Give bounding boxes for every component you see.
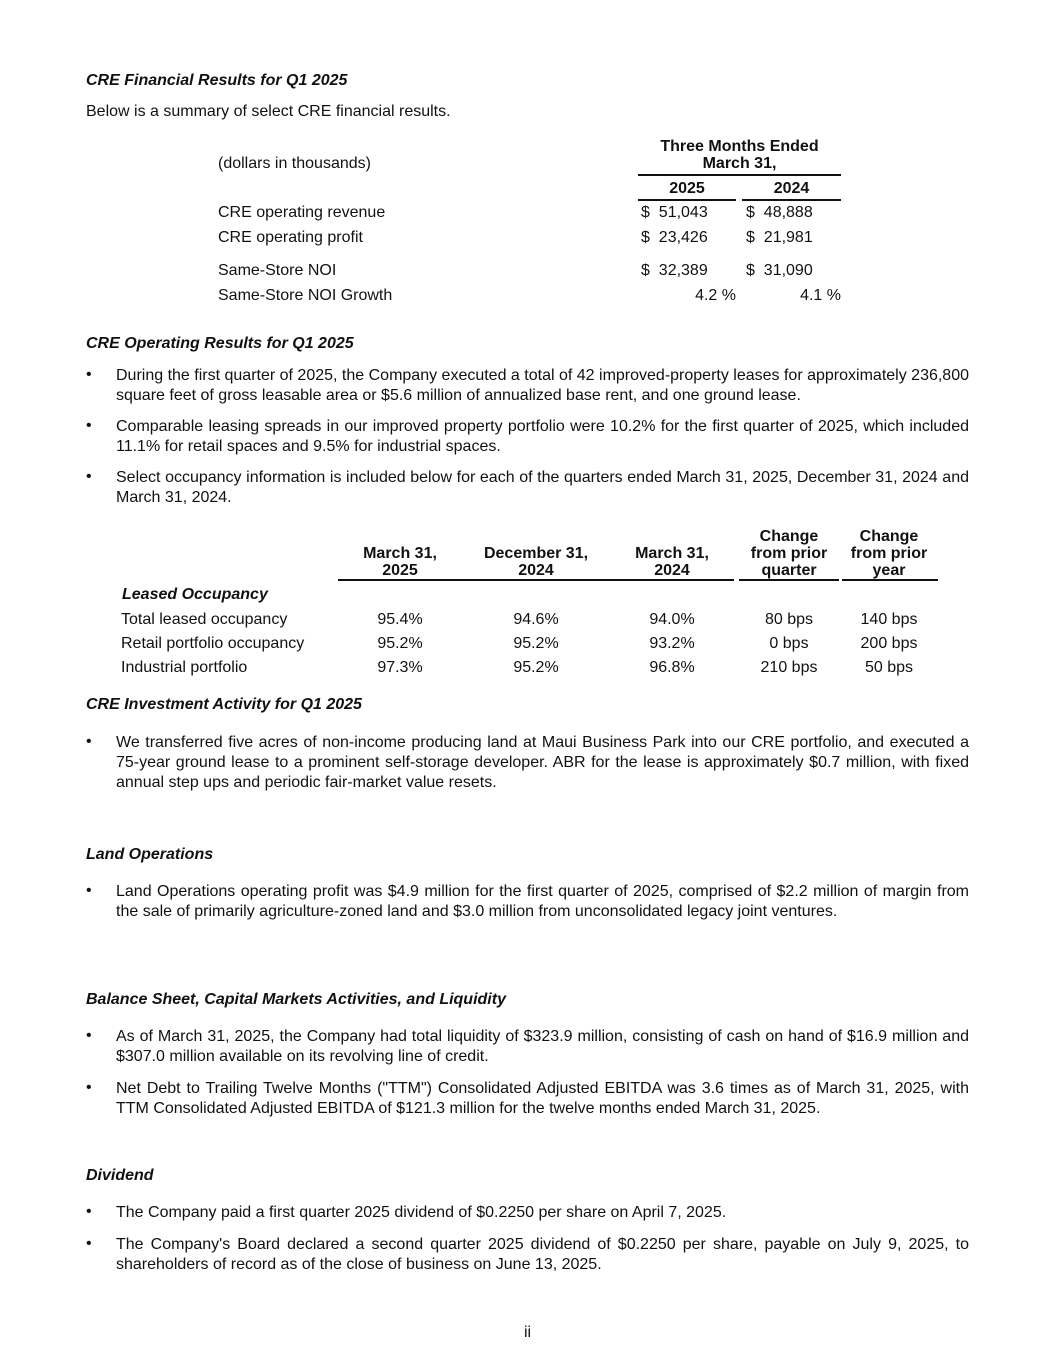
section-heading-cre-financial-results: CRE Financial Results for Q1 2025 bbox=[86, 72, 348, 89]
bullet-icon: • bbox=[86, 1079, 92, 1096]
col-header-change-quarter: Change from prior quarter bbox=[750, 528, 828, 579]
bullet-icon: • bbox=[86, 417, 92, 434]
list-item: • The Company's Board declared a second quarter 2025 dividend of $0.2250 per share, payable on July 9, 2025, to shareholders of record as of the close of business on June 13, 2025. bbox=[86, 1235, 969, 1273]
col-header-dec-2024: December 31, 2024 bbox=[483, 545, 589, 579]
col-header-mar-2024: March 31, 2024 bbox=[635, 545, 709, 579]
page-number: ii bbox=[523, 1324, 532, 1341]
bullet-icon: • bbox=[86, 1203, 92, 1220]
col-header-2024: 2024 bbox=[773, 180, 810, 197]
group-label-leased-occupancy: Leased Occupancy bbox=[122, 586, 268, 603]
col-rule-2024 bbox=[742, 199, 841, 201]
bullet-icon: • bbox=[86, 882, 92, 899]
list-item: • Net Debt to Trailing Twelve Months ("TTM") Consolidated Adjusted EBITDA was 3.6 times as of March 31, 2025, with TTM Consolidated Adjusted EBITDA of $121.3 million for the twelve months ended March 31, 2025. bbox=[86, 1079, 969, 1117]
bullet-icon: • bbox=[86, 1235, 92, 1252]
list-item: • Comparable leasing spreads in our improved property portfolio were 10.2% for the first quarter of 2025, which included 11.1% for retail spaces and 9.5% for industrial spaces. bbox=[86, 417, 969, 455]
list-item: • As of March 31, 2025, the Company had total liquidity of $323.9 million, consisting of cash on hand of $16.9 million and $307.0 million available on its revolving line of credit. bbox=[86, 1027, 969, 1065]
bullet-icon: • bbox=[86, 366, 92, 383]
period-header: Three Months Ended March 31, bbox=[660, 138, 819, 172]
header-rule-change-year bbox=[842, 579, 938, 581]
units-label: (dollars in thousands) bbox=[218, 155, 371, 172]
col-header-mar-2025: March 31, 2025 bbox=[363, 545, 437, 579]
section-heading-land-operations: Land Operations bbox=[86, 846, 214, 863]
list-item: • Land Operations operating profit was $4.9 million for the first quarter of 2025, comprised of $2.2 million of margin from the sale of primarily agriculture-zoned land and $3.0 million from unconsolidated legacy joint ventures. bbox=[86, 882, 969, 920]
col-header-2025: 2025 bbox=[669, 180, 705, 197]
header-rule-periods bbox=[338, 579, 734, 581]
section-heading-balance-sheet: Balance Sheet, Capital Markets Activities, and Liquidity bbox=[86, 991, 506, 1008]
col-header-change-year: Change from prior year bbox=[850, 528, 928, 579]
list-item: • The Company paid a first quarter 2025 dividend of $0.2250 per share on April 7, 2025. bbox=[86, 1203, 727, 1221]
col-rule-2025 bbox=[638, 199, 736, 201]
list-item: • During the first quarter of 2025, the Company executed a total of 42 improved-property leases for approximately 236,800 square feet of gross leasable area or $5.6 million of annualized base rent, and one ground lease. bbox=[86, 366, 969, 404]
list-item: • Select occupancy information is included below for each of the quarters ended March 31, 2025, December 31, 2024 and March 31, 2024. bbox=[86, 468, 969, 506]
header-rule bbox=[638, 174, 841, 176]
bullet-icon: • bbox=[86, 1027, 92, 1044]
list-item: • We transferred five acres of non-income producing land at Maui Business Park into our CRE portfolio, and executed a 75-year ground lease to a prominent self-storage developer. ABR for the lease is approximately $0.7 million, with fixed annual step ups and periodic fair-market value resets. bbox=[86, 733, 969, 791]
section-heading-cre-operating-results: CRE Operating Results for Q1 2025 bbox=[86, 335, 354, 352]
section-heading-dividend: Dividend bbox=[86, 1167, 154, 1184]
bullet-icon: • bbox=[86, 733, 92, 750]
intro-text: Below is a summary of select CRE financial results. bbox=[86, 103, 451, 120]
header-rule-change-quarter bbox=[739, 579, 839, 581]
section-heading-cre-investment-activity: CRE Investment Activity for Q1 2025 bbox=[86, 696, 362, 713]
bullet-icon: • bbox=[86, 468, 92, 485]
